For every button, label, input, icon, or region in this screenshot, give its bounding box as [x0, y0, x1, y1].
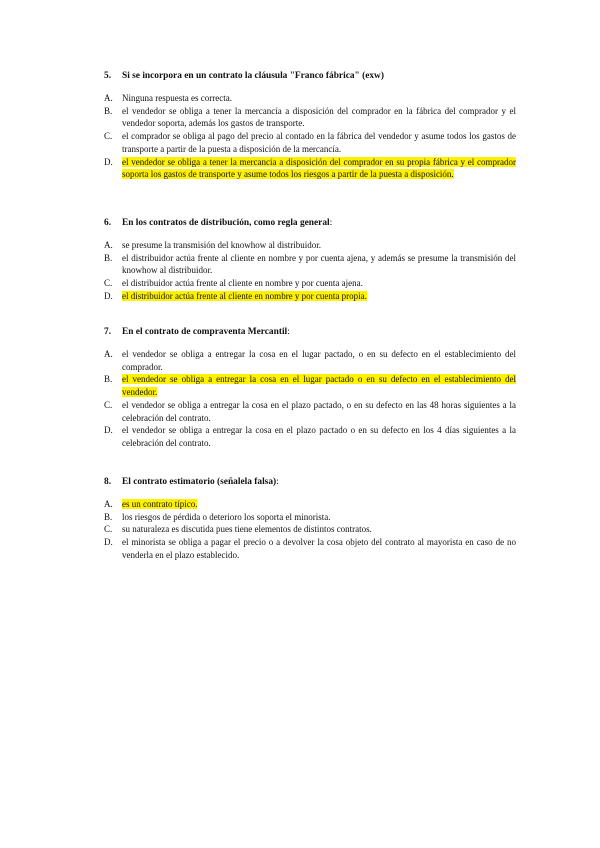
question-suffix: :: [287, 327, 290, 337]
question-title: [104, 217, 516, 229]
option-text: el distribuidor actúa frente al cliente en nombre y por cuenta ajena, y además se presume la transmisión del knowhow al distribuidor.: [122, 252, 516, 276]
option-text: su naturaleza es discutida pues tiene elementos de distintos contratos.: [122, 524, 372, 535]
question-title: [104, 326, 516, 338]
highlighted-answer-text: el vendedor se obliga a entregar la cosa en el lugar pactado o en su defecto en el establecimiento del vendedor.: [122, 374, 516, 398]
question-title: [104, 476, 516, 488]
option-letter: B.: [104, 105, 113, 116]
answer-option: [104, 277, 516, 290]
option-letter: B.: [104, 374, 113, 385]
question-suffix: :: [276, 477, 279, 487]
question-title: [104, 70, 516, 82]
option-letter: D.: [104, 290, 113, 301]
option-letter: C.: [104, 524, 113, 535]
question-text: En el contrato de compraventa Mercantil: [122, 327, 288, 337]
option-letter: A.: [104, 349, 113, 359]
answer-option: [104, 239, 516, 252]
option-text: el vendedor se obliga a entregar la cosa en el plazo pactado, o en su defecto en las 48 horas siguientes a la celebración del contrato.: [122, 399, 516, 423]
option-text: Ninguna respuesta es correcta.: [122, 93, 232, 103]
answer-option: [104, 92, 516, 105]
answer-option: [104, 156, 516, 181]
option-letter: A.: [104, 240, 113, 250]
answer-option: [104, 424, 516, 449]
option-letter: B.: [104, 511, 113, 522]
option-letter: C.: [104, 278, 113, 289]
question-6: [104, 217, 516, 303]
answer-option: [104, 348, 516, 373]
option-text: el vendedor se obliga a entregar la cosa en el lugar pactado, o en su defecto en el establecimiento del comprador.: [122, 349, 516, 372]
highlighted-answer-text: el vendedor se obliga a tener la mercancía a disposición del comprador en su propia fábrica y el comprador soporta los gastos de transporte y asume todos los riesgos a partir de la puesta a disposición.: [122, 156, 516, 180]
question-text: Si se incorpora en un contrato la cláusula "Franco fábrica" (exw): [122, 71, 384, 81]
answer-option: [104, 290, 516, 303]
question-number: 5.: [104, 71, 112, 81]
option-letter: C.: [104, 399, 113, 410]
answer-option: [104, 373, 516, 398]
question-text: El contrato estimatorio (señalela falsa): [122, 477, 277, 487]
question-number: 8.: [104, 477, 112, 487]
option-text: los riesgos de pérdida o deterioro los soporta el minorista.: [122, 511, 331, 522]
option-text: se presume la transmisión del knowhow al distribuidor.: [122, 240, 321, 250]
answer-option: [104, 252, 516, 277]
answer-option: [104, 399, 516, 424]
option-letter: D.: [104, 156, 113, 167]
option-letter: B.: [104, 252, 113, 263]
option-text: el vendedor se obliga a tener la mercancía a disposición del comprador en la fábrica del comprador y el vendedor soporta, además los gastos de transporte.: [122, 105, 516, 129]
option-letter: A.: [104, 499, 113, 509]
answer-option: [104, 130, 516, 155]
option-text: el comprador se obliga al pago del precio al contado en la fábrica del vendedor y asume todos los gastos de transporte a partir de la puesta a disposición de la mercancía.: [122, 131, 516, 154]
option-text: el distribuidor actúa frente al cliente en nombre y por cuenta ajena.: [122, 278, 363, 289]
option-text: el minorista se obliga a pagar el precio o a devolver la cosa objeto del contrato al mayorista en caso de no venderla en el plazo establecido.: [122, 537, 516, 560]
question-number: 6.: [104, 218, 112, 228]
option-letter: C.: [104, 131, 113, 142]
option-letter: D.: [104, 537, 113, 548]
question-7: [104, 326, 516, 450]
question-5: [104, 70, 516, 181]
question-text: En los contratos de distribución, como regla general: [122, 218, 330, 228]
option-letter: A.: [104, 93, 113, 103]
answer-option: [104, 523, 516, 536]
option-letter: D.: [104, 425, 113, 436]
highlighted-answer-text: el distribuidor actúa frente al cliente en nombre y por cuenta propia.: [122, 290, 367, 301]
question-number: 7.: [104, 327, 112, 337]
option-text: el vendedor se obliga a entregar la cosa en el plazo pactado o en su defecto en los 4 días siguientes a la celebración del contrato.: [122, 425, 516, 448]
answer-option: [104, 498, 516, 511]
answer-option: [104, 511, 516, 524]
highlighted-answer-text: es un contrato típico.: [122, 499, 198, 509]
question-suffix: :: [329, 218, 333, 228]
answer-option: [104, 105, 516, 130]
answer-option: [104, 536, 516, 561]
question-8: [104, 476, 516, 562]
